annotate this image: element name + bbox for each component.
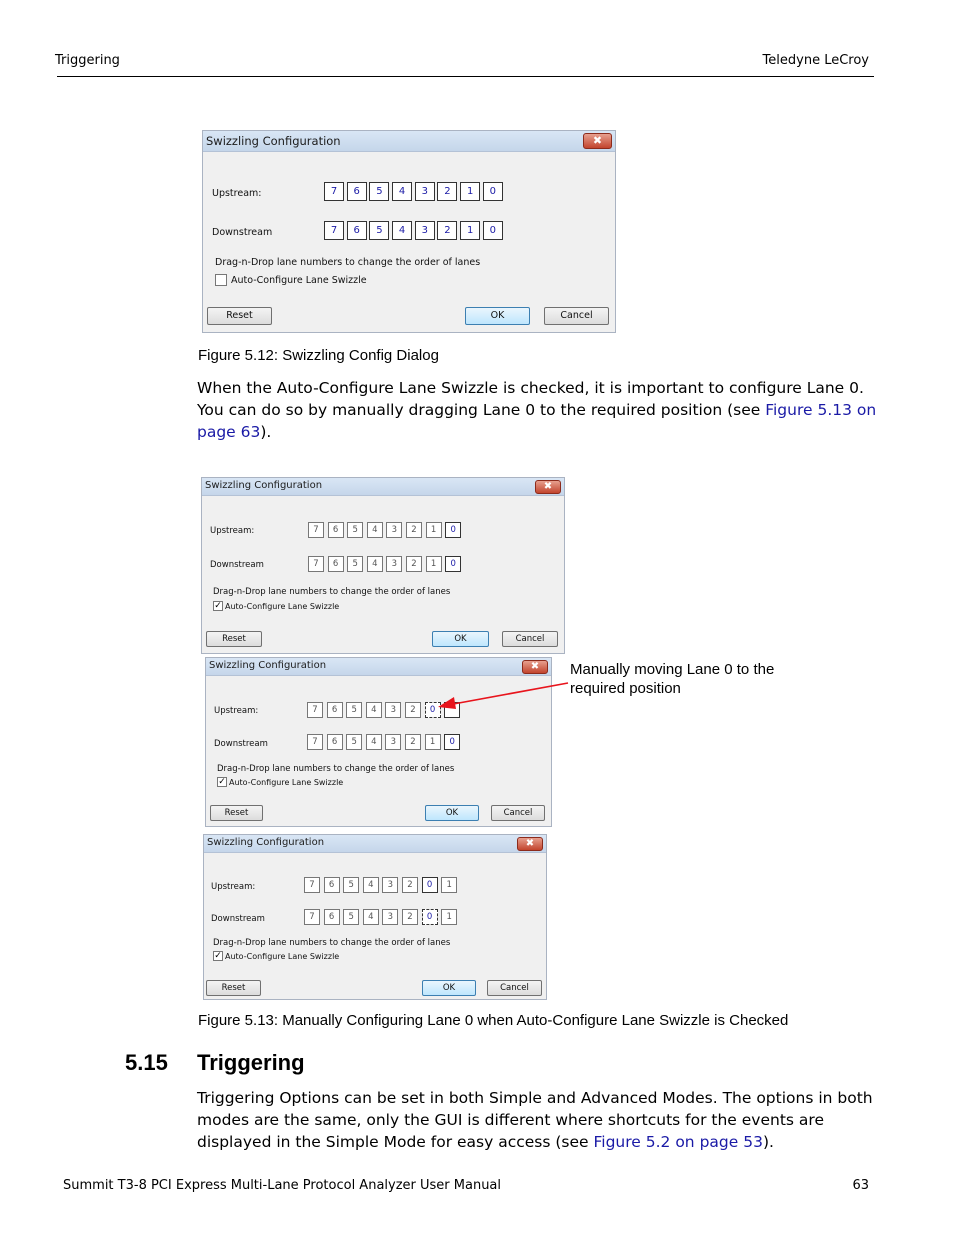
upstream-lane[interactable]: 6 <box>347 182 367 201</box>
upstream-lane[interactable]: 1 <box>460 182 480 201</box>
downstream-lane[interactable]: 2 <box>406 556 422 572</box>
upstream-lane[interactable]: 4 <box>367 522 383 538</box>
downstream-lane[interactable]: 7 <box>304 909 320 925</box>
header-left: Triggering <box>55 53 120 68</box>
downstream-lane[interactable]: 5 <box>346 734 362 750</box>
dialog-title: Swizzling Configuration <box>206 134 341 148</box>
dialog-title-bar <box>203 131 615 152</box>
header-right: Teledyne LeCroy <box>762 53 869 68</box>
paragraph-text-end: ). <box>762 1133 774 1151</box>
upstream-label: Upstream: <box>211 882 256 892</box>
checkbox-label: Auto-Configure Lane Swizzle <box>225 951 340 961</box>
cancel-button[interactable]: Cancel <box>502 631 558 647</box>
downstream-lane[interactable]: 5 <box>343 909 359 925</box>
upstream-lane[interactable]: 4 <box>366 702 382 718</box>
arrow-head-icon <box>438 697 456 709</box>
upstream-lane[interactable]: 2 <box>406 522 422 538</box>
swizzling-dialog-step-1 <box>201 477 565 654</box>
header-rule <box>57 76 874 77</box>
reset-button[interactable]: Reset <box>207 307 272 325</box>
upstream-lane[interactable]: 4 <box>392 182 412 201</box>
close-icon[interactable]: ✖ <box>517 837 543 851</box>
upstream-lane[interactable]: 7 <box>304 877 320 893</box>
downstream-lane[interactable]: 3 <box>386 556 402 572</box>
drag-instruction: Drag-n-Drop lane numbers to change the order of lanes <box>215 257 481 268</box>
ok-button[interactable]: OK <box>432 631 489 647</box>
dialog-title: Swizzling Configuration <box>207 837 325 848</box>
upstream-lane[interactable]: 5 <box>347 522 363 538</box>
figure-link[interactable]: Figure 5.13 on page 63 <box>197 401 877 441</box>
downstream-lanes <box>308 556 465 572</box>
upstream-lane[interactable]: 5 <box>343 877 359 893</box>
downstream-lane[interactable]: 6 <box>327 734 343 750</box>
upstream-label: Upstream: <box>210 526 255 536</box>
figure-link[interactable]: Figure 5.2 on page 53 <box>593 1133 763 1151</box>
downstream-label: Downstream <box>212 227 273 238</box>
checkbox-icon[interactable]: ✓ <box>218 777 226 787</box>
cancel-button[interactable]: Cancel <box>491 805 545 821</box>
upstream-lane[interactable]: 2 <box>437 182 457 201</box>
downstream-lane[interactable]: 6 <box>347 221 367 240</box>
paragraph-text: When the Auto-Configure Lane Swizzle is checked, it is important to configure Lane 0. You can do so by manually dragging Lane 0 to the required position (see <box>197 379 864 419</box>
auto-configure-checkbox[interactable] <box>217 777 343 787</box>
upstream-lane[interactable]: 1 <box>426 522 442 538</box>
downstream-lane[interactable]: 4 <box>366 734 382 750</box>
upstream-lane[interactable]: 5 <box>369 182 389 201</box>
upstream-lane[interactable]: 0 <box>445 522 461 538</box>
downstream-lane[interactable]: 1 <box>441 909 457 925</box>
cancel-button[interactable]: Cancel <box>487 980 542 996</box>
swizzling-dialog-fig-5-12 <box>202 130 616 333</box>
arrow-line <box>448 683 568 705</box>
checkbox-label: Auto-Configure Lane Swizzle <box>229 777 344 787</box>
reset-button[interactable]: Reset <box>206 631 262 647</box>
downstream-lane[interactable]: 4 <box>363 909 379 925</box>
downstream-lane-dragged[interactable]: 0 <box>422 909 438 925</box>
upstream-lane[interactable]: 0 <box>422 877 438 893</box>
downstream-lane[interactable]: 1 <box>426 556 442 572</box>
downstream-lane[interactable]: 2 <box>437 221 457 240</box>
upstream-label: Upstream: <box>212 188 262 199</box>
annotation-text: Manually moving Lane 0 to the required position <box>570 661 775 697</box>
downstream-lane[interactable]: 1 <box>425 734 441 750</box>
drag-instruction: Drag-n-Drop lane numbers to change the order of lanes <box>213 938 451 948</box>
upstream-lanes <box>304 877 461 893</box>
auto-configure-checkbox[interactable] <box>213 601 339 611</box>
dialog-title-bar <box>202 478 564 496</box>
upstream-lane[interactable]: 3 <box>385 702 401 718</box>
upstream-lane[interactable]: 2 <box>402 877 418 893</box>
downstream-lanes <box>304 909 461 925</box>
paragraph-text-end: ). <box>260 423 272 441</box>
ok-button[interactable]: OK <box>425 805 479 821</box>
paragraph-text: Triggering Options can be set in both Simple and Advanced Modes. The options in both modes are the same, only the GUI is different where shortcuts for the events are displayed in the Simple Mode for easy access (see <box>197 1089 873 1151</box>
auto-configure-checkbox[interactable] <box>213 951 339 961</box>
downstream-label: Downstream <box>214 739 268 749</box>
dialog-title: Swizzling Configuration <box>205 480 323 491</box>
upstream-lane[interactable]: 0 <box>483 182 503 201</box>
drag-instruction: Drag-n-Drop lane numbers to change the order of lanes <box>217 764 455 774</box>
close-icon[interactable]: ✖ <box>535 480 561 494</box>
upstream-lane[interactable]: 6 <box>324 877 340 893</box>
upstream-lane-dragged[interactable]: 0 <box>425 702 441 718</box>
section-number: 5.15 <box>125 1050 168 1075</box>
checkbox-label: Auto-Configure Lane Swizzle <box>231 274 367 286</box>
downstream-lane[interactable]: 7 <box>308 556 324 572</box>
annotation-arrow <box>420 675 580 720</box>
upstream-lane[interactable]: 3 <box>415 182 435 201</box>
upstream-lane[interactable]: 1 <box>441 877 457 893</box>
upstream-lane[interactable]: 6 <box>328 522 344 538</box>
upstream-lanes <box>308 522 465 538</box>
dialog-title: Swizzling Configuration <box>209 660 327 671</box>
downstream-lane[interactable]: 5 <box>347 556 363 572</box>
checkbox-icon[interactable]: ✓ <box>214 601 222 611</box>
dialog-title-bar <box>206 658 551 676</box>
downstream-lane[interactable]: 4 <box>367 556 383 572</box>
dialog-title-bar <box>204 835 546 853</box>
downstream-lane[interactable]: 3 <box>415 221 435 240</box>
upstream-lane[interactable]: 7 <box>307 702 323 718</box>
close-icon[interactable]: ✖ <box>583 133 612 149</box>
checkbox-label: Auto-Configure Lane Swizzle <box>225 601 340 611</box>
figure-caption-5-13: Figure 5.13: Manually Configuring Lane 0 when Auto-Configure Lane Swizzle is Checked <box>198 1012 789 1029</box>
upstream-lane[interactable]: 5 <box>346 702 362 718</box>
cancel-button[interactable]: Cancel <box>544 307 609 325</box>
downstream-lane[interactable]: 0 <box>445 556 461 572</box>
downstream-label: Downstream <box>211 914 265 924</box>
downstream-lane[interactable]: 3 <box>385 734 401 750</box>
paragraph-triggering <box>197 1087 877 1153</box>
upstream-lanes <box>324 182 506 201</box>
section-title: Triggering <box>197 1050 305 1075</box>
downstream-lane[interactable]: 2 <box>402 909 418 925</box>
close-icon[interactable]: ✖ <box>522 660 548 674</box>
downstream-lane[interactable]: 0 <box>444 734 460 750</box>
swizzling-dialog-step-3 <box>203 834 547 1000</box>
downstream-lane[interactable]: 5 <box>369 221 389 240</box>
paragraph-lane0 <box>197 377 877 443</box>
upstream-lane[interactable]: 3 <box>382 877 398 893</box>
downstream-lane[interactable]: 4 <box>392 221 412 240</box>
downstream-lane[interactable]: 7 <box>307 734 323 750</box>
drag-instruction: Drag-n-Drop lane numbers to change the order of lanes <box>213 587 451 597</box>
downstream-lane[interactable]: 7 <box>324 221 344 240</box>
upstream-lane[interactable]: 7 <box>324 182 344 201</box>
downstream-lane[interactable]: 3 <box>382 909 398 925</box>
ok-button[interactable]: OK <box>465 307 530 325</box>
downstream-lane[interactable]: 2 <box>405 734 421 750</box>
upstream-lane[interactable]: 6 <box>327 702 343 718</box>
downstream-lanes <box>324 221 506 240</box>
checkbox-icon[interactable] <box>215 274 227 286</box>
reset-button[interactable]: Reset <box>206 980 261 996</box>
downstream-lanes <box>307 734 464 750</box>
downstream-lane[interactable]: 6 <box>328 556 344 572</box>
checkbox-icon[interactable]: ✓ <box>214 951 222 961</box>
page-number: 63 <box>852 1178 869 1193</box>
upstream-lane[interactable]: 3 <box>386 522 402 538</box>
reset-button[interactable]: Reset <box>210 805 263 821</box>
downstream-lane[interactable]: 6 <box>324 909 340 925</box>
downstream-lane[interactable]: 1 <box>460 221 480 240</box>
upstream-label: Upstream: <box>214 706 259 716</box>
upstream-lane[interactable]: 4 <box>363 877 379 893</box>
upstream-lane[interactable]: 7 <box>308 522 324 538</box>
footer-left: Summit T3-8 PCI Express Multi-Lane Protocol Analyzer User Manual <box>63 1178 502 1193</box>
downstream-lane[interactable]: 0 <box>483 221 503 240</box>
figure-caption-5-12: Figure 5.12: Swizzling Config Dialog <box>198 347 439 364</box>
auto-configure-checkbox[interactable] <box>215 274 367 286</box>
upstream-lane[interactable]: 2 <box>405 702 421 718</box>
ok-button[interactable]: OK <box>422 980 476 996</box>
downstream-label: Downstream <box>210 560 264 570</box>
